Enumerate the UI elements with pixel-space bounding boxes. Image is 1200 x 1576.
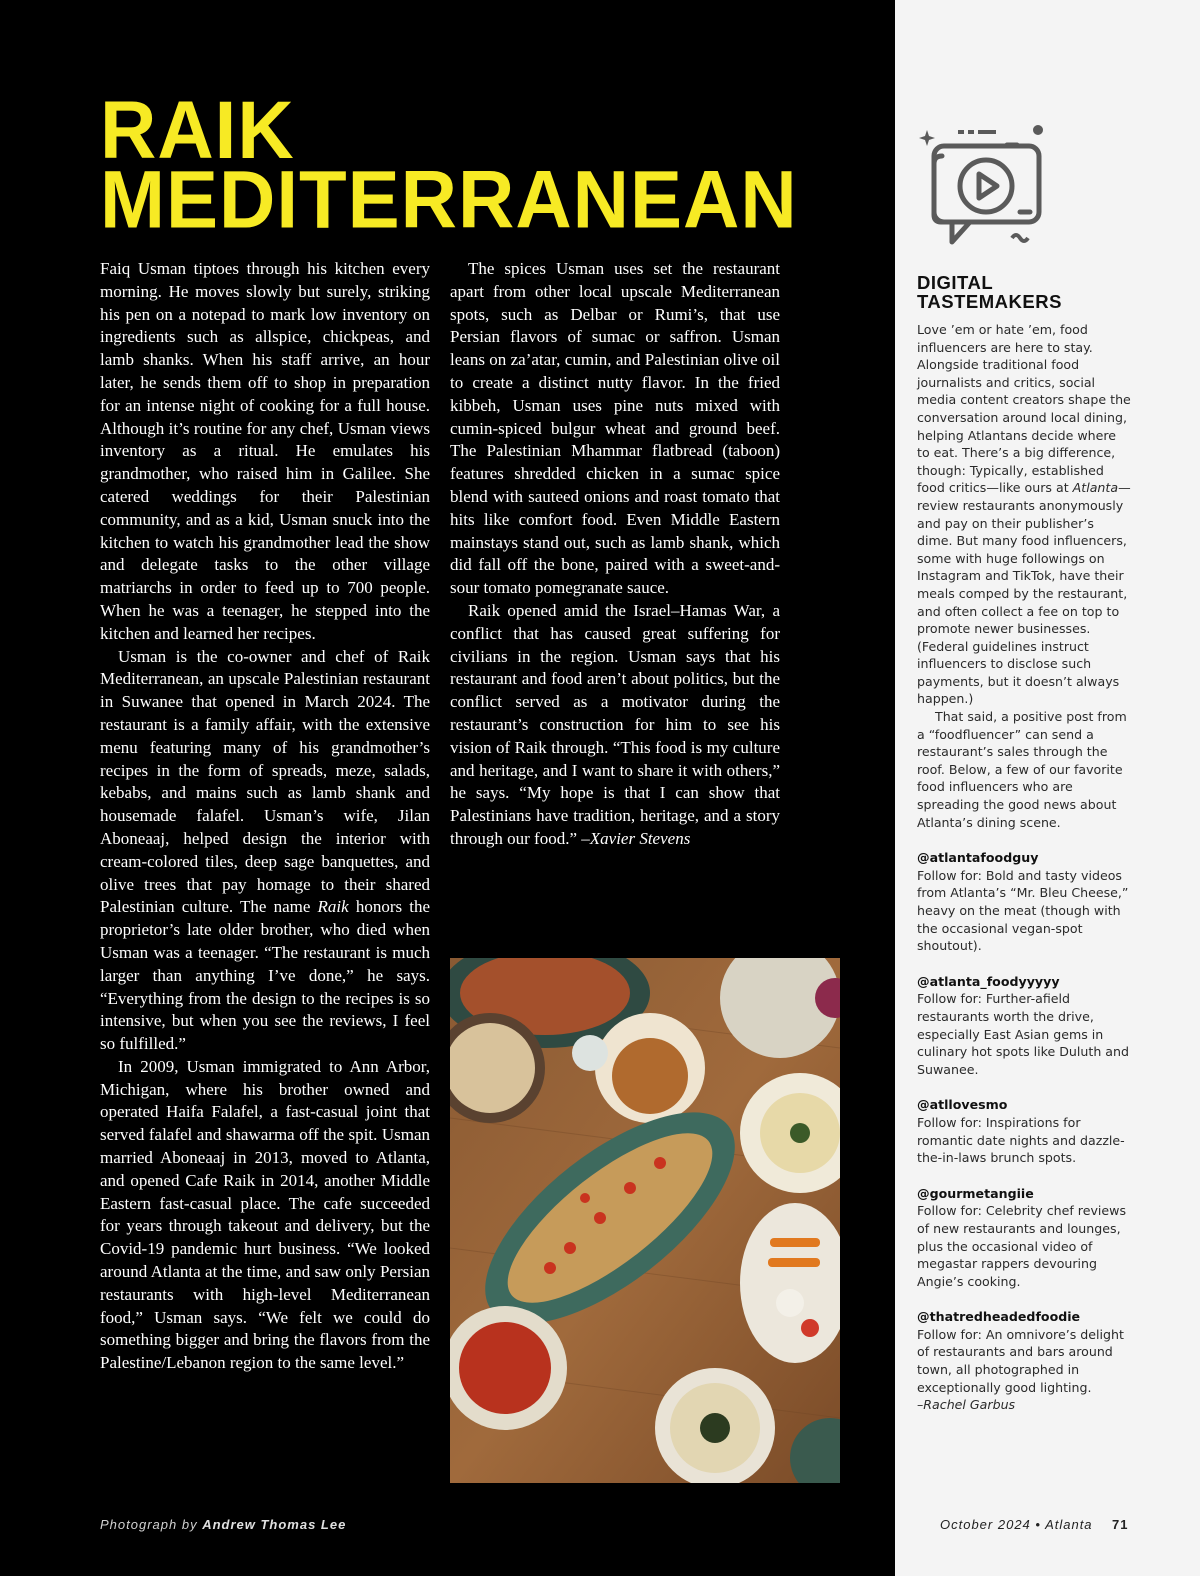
influencer-description: Follow for: Inspirations for romantic date nights and dazzle-the-in-laws brunch spots. <box>917 1114 1125 1166</box>
influencer-description: Follow for: Further-afield restaurants worth the drive, especially East Asian gems in culinary hot spots like Duluth and Suwanee. <box>917 991 1129 1077</box>
influencer-handle: @atllovesmo <box>917 1097 1008 1113</box>
influencer-description: Follow for: Celebrity chef reviews of new restaurants and lounges, plus the occasional video of megastar rappers devouring Angie’s cooking. <box>917 1203 1127 1289</box>
byline: –Xavier Stevens <box>581 828 691 848</box>
headline-line-2: MEDITERRANEAN <box>100 152 798 246</box>
food-photo-illustration <box>450 958 840 1483</box>
sidebar-title: DIGITAL TASTEMAKERS <box>917 272 1062 312</box>
influencer-handle: @atlanta_foodyyyyy <box>917 973 1060 989</box>
influencer-description: Follow for: Bold and tasty videos from Atlanta’s “Mr. Bleu Cheese,” heavy on the meat (though with the occasional vegan-spot shoutout). <box>917 867 1129 954</box>
sidebar-intro: Love ’em or hate ’em, food influencers are here to stay. Alongside traditional food journalists and critics, social media content creators shape the conversation around local dining, helping Atlantans decide where to eat. There’s a big difference, though: Typically, established food critics—like ours at Atlanta—review restaurants anonymously and pay on their publisher’s dime. But many food influencers, some with huge followings on Instagram and TikTok, have their meals comped by the restaurant, and often collect a fee on top to promote newer businesses. (Federal guidelines instruct influencers to disclose such payments, but it doesn’t always happen.) <box>917 322 1131 707</box>
sidebar-intro-2: That said, a positive post from a “foodfluencer” can send a restaurant’s sales through the roof. Below, a few of our favorite food influencers who are spreading the good news about Atlanta’s dining scene. <box>917 709 1127 830</box>
influencer-handle: @gourmetangiie <box>917 1185 1034 1201</box>
restaurant-name-italic: Raik <box>317 897 349 917</box>
photo-credit: Photograph by Andrew Thomas Lee <box>100 1517 347 1532</box>
sidebar-body <box>917 321 1132 1414</box>
article-column-2 <box>450 258 780 851</box>
magazine-name-italic: Atlanta <box>1072 480 1119 496</box>
paragraph: Usman is the co-owner and chef of Raik Mediterranean, an upscale Palestinian restaurant in Suwanee that opened in March 2024. The restaurant is a family affair, with the extensive menu featuring many of his grandmother’s recipes in the form of spreads, meze, salads, kebabs, and mains such as lamb shank and housemade falafel. Usman’s wife, Jilan Aboneaaj, helped design the interior with cream-colored tiles, deep sage banquettes, and olive trees that pay homage to their shared Palestinian culture. The name Raik honors the proprietor’s late older brother, who died when Usman was a teenager. “The restaurant is much larger than anything I’ve done,” he says. “Everything from the design to the recipes is so intensive, but when you see the reviews, I feel so fulfilled.” <box>100 646 431 1054</box>
video-play-chat-icon <box>912 120 1047 252</box>
paragraph: In 2009, Usman immigrated to Ann Arbor, Michigan, where his brother owned and operated Haifa Falafel, a fast-casual joint that served falafel and shawarma off the spit. Usman married Aboneaaj in 2013, moved to Atlanta, and opened Cafe Raik in 2014, another Middle Eastern fast-casual place. The cafe succeeded for years through takeout and delivery, but the Covid-19 pandemic hurt business. “We looked around Atlanta at the time, and saw only Persian restaurants with high-level Mediterranean food,” Usman says. “We felt we could do something bigger and bring the flavors from the Palestine/Lebanon region to the same level.” <box>100 1056 430 1373</box>
influencer-description: Follow for: An omnivore’s delight of restaurants and bars around town, all photographed in exceptionally good lighting. <box>917 1326 1124 1395</box>
paragraph: Faiq Usman tiptoes through his kitchen every morning. He moves slowly but surely, striking his pen on a notepad to mark low inventory on ingredients such as allspice, chickpeas, and lamb shanks. When his staff arrive, an hour later, he sends them off to shop in preparation for an intense night of cooking for a full house. Although it’s routine for any chef, Usman views inventory as a ritual. He emulates his grandmother, who raised him in Galilee. She catered weddings for their Palestinian community, and as a kid, Usman snuck into the kitchen to watch his grandmother lead the show and delegate tasks to the other village matriarchs in order to feed up to 700 people. When he was a teenager, he stepped into the kitchen and learned her recipes. <box>100 259 430 643</box>
headline <box>100 83 860 246</box>
paragraph: The spices Usman uses set the restaurant apart from other local upscale Mediterranean spots, such as Delbar or Rumi’s, that use Persian flavors of sumac or saffron. Usman leans on za’atar, cumin, and Palestinian olive oil to create a distinct nutty flavor. In the fried kibbeh, Usman uses pine nuts mixed with cumin-spiced bulgur wheat and ground beef. The Palestinian Mhammar flatbread (taboon) features shredded chicken in a sumac spice blend with sauteed onions and roast tomato that hits like comfort food. Even Middle Eastern mainstays stand out, such as lamb shank, which did fall off the bone, paired with a sweet-and-sour tomato pomegranate sauce. <box>450 259 780 598</box>
headline-line-1: RAIK <box>100 83 295 176</box>
influencer-handle: @thatredheadedfoodie <box>917 1309 1081 1325</box>
article-column-1 <box>100 258 430 1375</box>
page-number: 71 <box>1112 1517 1129 1532</box>
influencer-handle: @atlantafoodguy <box>917 850 1039 866</box>
issue-folio: October 2024 • Atlanta <box>940 1517 1093 1532</box>
photographer-name: Andrew Thomas Lee <box>202 1517 347 1532</box>
paragraph: Raik opened amid the Israel–Hamas War, a conflict that has caused great suffering for civilians in the region. Usman says that his restaurant and food aren’t about politics, but the conflict served as a motivator during the restaurant’s construction for him to see his vision of Raik through. “This food is my culture and heritage, and I want to share it with others,” he says. “My hope is that I can show that Palestinians have tradition, heritage, and a story through our food.” –Xavier Stevens <box>450 600 780 848</box>
sidebar-byline: –Rachel Garbus <box>917 1397 1016 1413</box>
food-photo <box>450 958 840 1483</box>
